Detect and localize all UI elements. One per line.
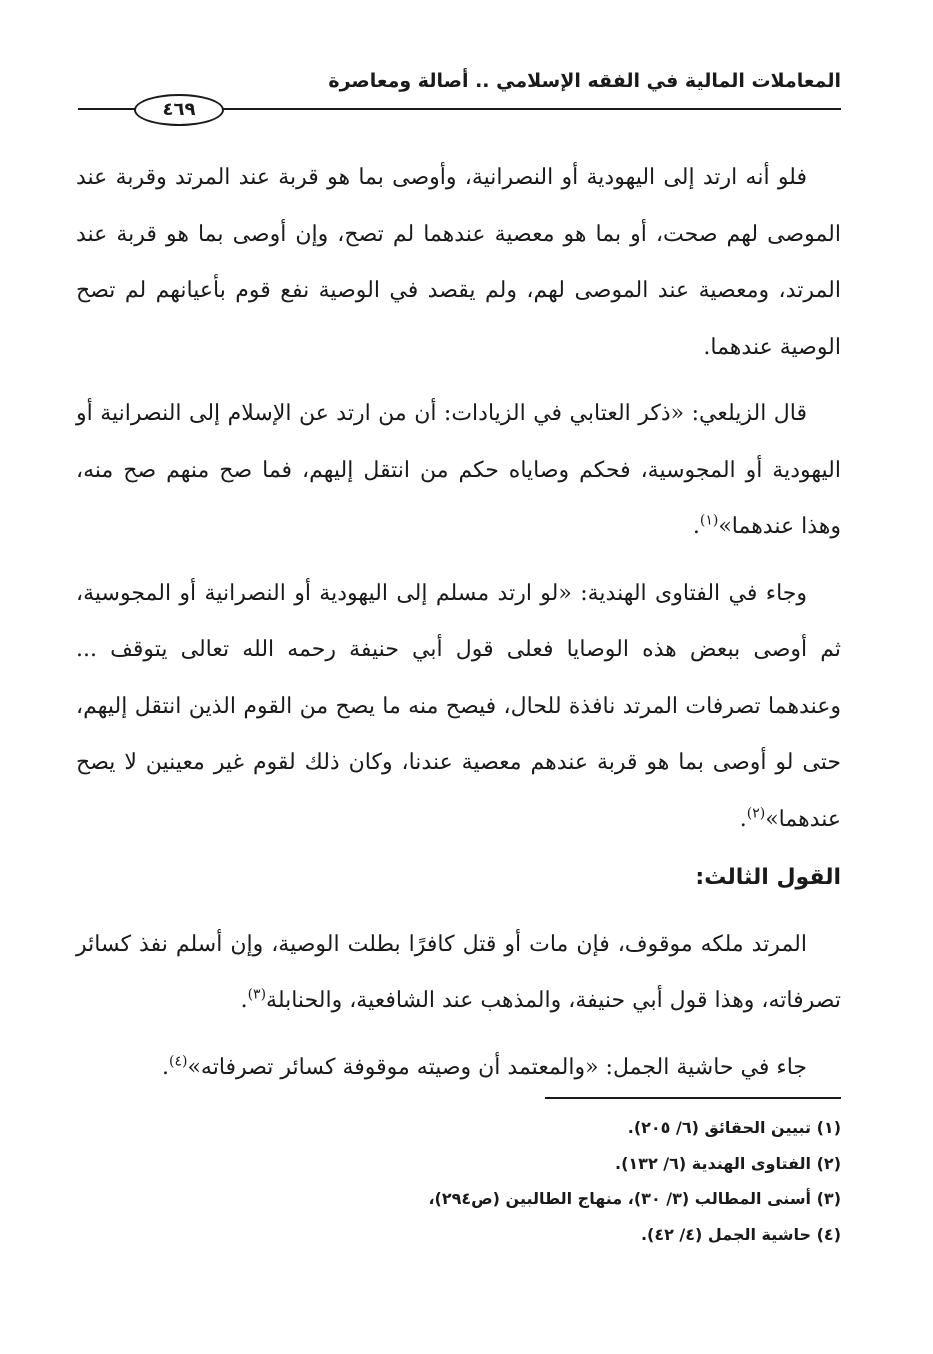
paragraph-3-end: . bbox=[739, 806, 747, 832]
paragraph-5-text: جاء في حاشية الجمل: «والمعتمد أن وصيته موقوفة كسائر تصرفاته» bbox=[187, 1054, 807, 1080]
paragraph-5 bbox=[76, 1040, 841, 1097]
paragraph-2-end: . bbox=[692, 514, 700, 539]
paragraph-3 bbox=[76, 566, 841, 849]
paragraph-2-text: قال الزيلعي: «ذكر العتابي في الزيادات: أن من ارتد عن الإسلام إلى النصرانية أو اليهودية أو المجوسية، فحكم وصاياه حكم من انتقل إليهم، فما صح منهم صح منه، وهذا عندهما» bbox=[76, 401, 841, 539]
footnote-ref-3: (٣) bbox=[247, 986, 267, 1003]
footnote-1: (١) تبيين الحقائق (٦/ ٢٠٥). bbox=[627, 1118, 841, 1137]
footnote-ref-2: (٢) bbox=[746, 805, 766, 822]
footnote-ref-1: (١) bbox=[699, 512, 719, 529]
footnote-3: (٣) أسنى المطالب (٣/ ٣٠)، منهاج الطالبين (ص٢٩٤)، bbox=[428, 1189, 841, 1208]
page-number: ٤٦٩ bbox=[134, 94, 224, 126]
body-text bbox=[76, 150, 841, 1096]
paragraph-4-text: المرتد ملكه موقوف، فإن مات أو قتل كافرًا بطلت الوصية، وإن أسلم نفذ كسائر تصرفاته، وهذا قول أبي حنيفة، والمذهب عند الشافعية، والحنابلة bbox=[76, 931, 841, 1013]
paragraph-5-end: . bbox=[161, 1054, 169, 1080]
paragraph-1: فلو أنه ارتد إلى اليهودية أو النصرانية، وأوصى بما هو قربة عند المرتد وقربة عند الموصى لهم صحت، أو بما هو معصية عندهما لم تصح، وإن أوصى بما هو قربة عند المرتد، ومعصية عند الموصى لهم، ولم يقصد في الوصية نفع قوم بأعيانهم لم تصح الوصية عندهما. bbox=[76, 165, 841, 360]
paragraph-3-text: وجاء في الفتاوى الهندية: «لو ارتد مسلم إلى اليهودية أو النصرانية أو المجوسية، ثم أوصى ببعض هذه الوصايا فعلى قول أبي حنيفة رحمه الله تعالى يتوقف ... وعندهما تصرفات المرتد نافذة للحال، فيصح منه ما يصح من القوم الذين انتقل إليهم، حتى لو أوصى بما هو قربة عندهم معصية عندنا، وكان ذلك لقوم غير معينين لا يصح عندهما» bbox=[76, 580, 841, 832]
footnote-2: (٢) الفتاوى الهندية (٦/ ١٣٢). bbox=[615, 1153, 841, 1173]
footnote-ref-4: (٤) bbox=[168, 1053, 188, 1070]
paragraph-4 bbox=[76, 917, 841, 1030]
section-heading: القول الثالث: bbox=[695, 865, 841, 890]
paragraph-4-end: . bbox=[240, 988, 248, 1013]
paragraph-2 bbox=[76, 386, 841, 556]
footnotes bbox=[76, 1110, 841, 1252]
running-title: المعاملات المالية في الفقه الإسلامي .. أصالة ومعاصرة bbox=[328, 70, 841, 92]
footnote-4: (٤) حاشية الجمل (٤/ ٤٢). bbox=[640, 1224, 841, 1244]
footnote-separator bbox=[545, 1097, 841, 1099]
